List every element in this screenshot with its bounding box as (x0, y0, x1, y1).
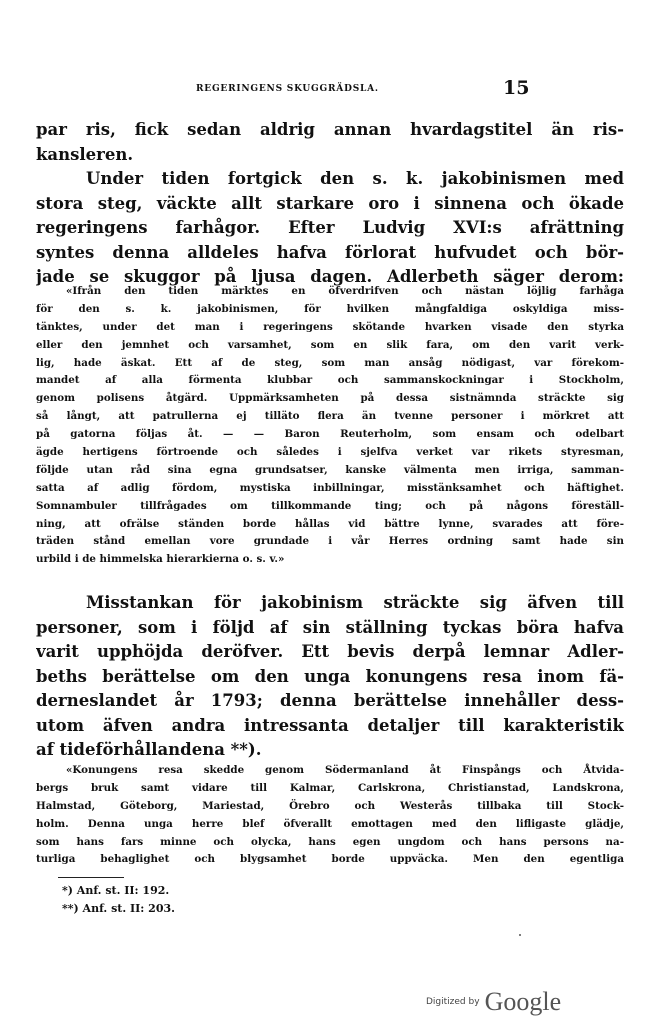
paragraph-jakobinism (36, 167, 624, 290)
text-line: Under tiden fortgick den s. k. jakobinismen med (86, 169, 624, 188)
quote-line: ning, att ofrälse ständen borde hållas vid bättre lynne, svarades att före- (36, 517, 624, 530)
quote-line: holm. Denna unga herre blef öfverallt emottagen med den lifligaste glädje, (36, 817, 624, 830)
block-quote-konungens-resa (36, 762, 624, 869)
text-line: Misstankan för jakobinism sträckte sig äfven till (86, 593, 624, 612)
quote-line: satta af adlig fördom, mystiska inbillningar, misstänksamhet och häftighet. (36, 481, 624, 494)
digitized-by-label: Digitized by (426, 997, 480, 1007)
quote-line: urbild i de himmelska hierarkierna o. s. v.» (36, 553, 285, 566)
text-line: beths berättelse om den unga konungens resa inom fä- (36, 666, 624, 686)
text-line: varit upphöjda deröfver. Ett bevis derpå lemnar Adler- (36, 642, 624, 661)
footnote-divider (58, 877, 124, 878)
quote-line: genom polisens åtgärd. Uppmärksamheten på dessa sistnämnda sträckte sig (36, 392, 624, 405)
running-head: REGERINGENS SKUGGRÄDSLA. (196, 84, 379, 94)
quote-line: ägde hertigens förtroende och således i sjelfva verket var rikets styresman, (36, 446, 624, 459)
quote-line: på gatorna följas åt. — — Baron Reuterholm, som ensam och odelbart (36, 428, 624, 441)
footnotes (62, 882, 362, 918)
paragraph-misstankan (36, 591, 624, 763)
text-line: af tideförhållandena **). (36, 740, 262, 759)
text-line: regeringens farhågor. Efter Ludvig XVI:s afrättning (36, 218, 624, 237)
text-line: stora steg, väckte allt starkare oro i sinnena och ökade (36, 193, 624, 213)
quote-line: lig, hade äskat. Ett af de steg, som man ansåg nödigast, var förekom- (36, 356, 624, 369)
page-number: 15 (503, 77, 530, 99)
quote-line: mandet af alla förmenta klubbar och sammanskockningar i Stockholm, (36, 374, 624, 387)
quote-line: «Ifrån den tiden märktes en öfverdrifven och nästan löjlig farhåga (66, 285, 624, 297)
quote-line: Halmstad, Göteborg, Mariestad, Örebro och Westerås tillbaka till Stock- (36, 799, 624, 812)
print-speck (519, 934, 521, 936)
text-line: utom äfven andra intressanta detaljer till karakteristik (36, 715, 624, 735)
quote-line: turliga behaglighet och blygsamhet borde uppväcka. Men den egentliga (36, 853, 624, 866)
text-line: syntes denna alldeles hafva förlorat hufvudet och bör- (36, 242, 624, 262)
text-line: jade se skuggor på ljusa dagen. Adlerbeth säger derom: (36, 267, 624, 286)
quote-line: som hans fars minne och olycka, hans egen ungdom och hans persons na- (36, 835, 624, 848)
quote-line: följde utan råd sina egna grundsatser, kanske välmenta men irriga, samman- (36, 463, 624, 476)
text-line: par ris, fick sedan aldrig annan hvardagstitel än ris- (36, 120, 624, 139)
quote-line: bergs bruk samt vidare till Kalmar, Carlskrona, Christianstad, Landskrona, (36, 781, 624, 794)
paragraph-continuation (36, 118, 624, 167)
google-logo: Google (484, 987, 562, 1016)
footnote: **) Anf. st. II: 203. (62, 902, 175, 915)
footnote: *) Anf. st. II: 192. (62, 884, 170, 897)
quote-line: för den s. k. jakobinismen, för hvilken mångfaldiga oskyldiga miss- (36, 302, 624, 315)
quote-line: «Konungens resa skedde genom Södermanland åt Finspångs och Åtvida- (66, 764, 624, 776)
block-quote-adlerbeth (36, 283, 624, 569)
quote-line: så långt, att patrullerna ej tilläto flera än tvenne personer i mörkret att (36, 410, 624, 423)
quote-line: träden stånd emellan vore grundade i vår Herres ordning samt hade sin (36, 535, 624, 548)
digitized-watermark (426, 987, 561, 1017)
text-line: derneslandet år 1793; denna berättelse innehåller dess- (36, 691, 624, 710)
quote-line: Somnambuler tillfrågades om tillkommande ting; och på någons föreställ- (36, 499, 624, 512)
quote-line: eller den jemnhet och varsamhet, som en slik fara, om den varit verk- (36, 338, 624, 351)
text-line: personer, som i följd af sin ställning tyckas böra hafva (36, 617, 624, 637)
quote-line: tänktes, under det man i regeringens skötande hvarken visade den styrka (36, 320, 624, 333)
text-line: kansleren. (36, 144, 134, 164)
